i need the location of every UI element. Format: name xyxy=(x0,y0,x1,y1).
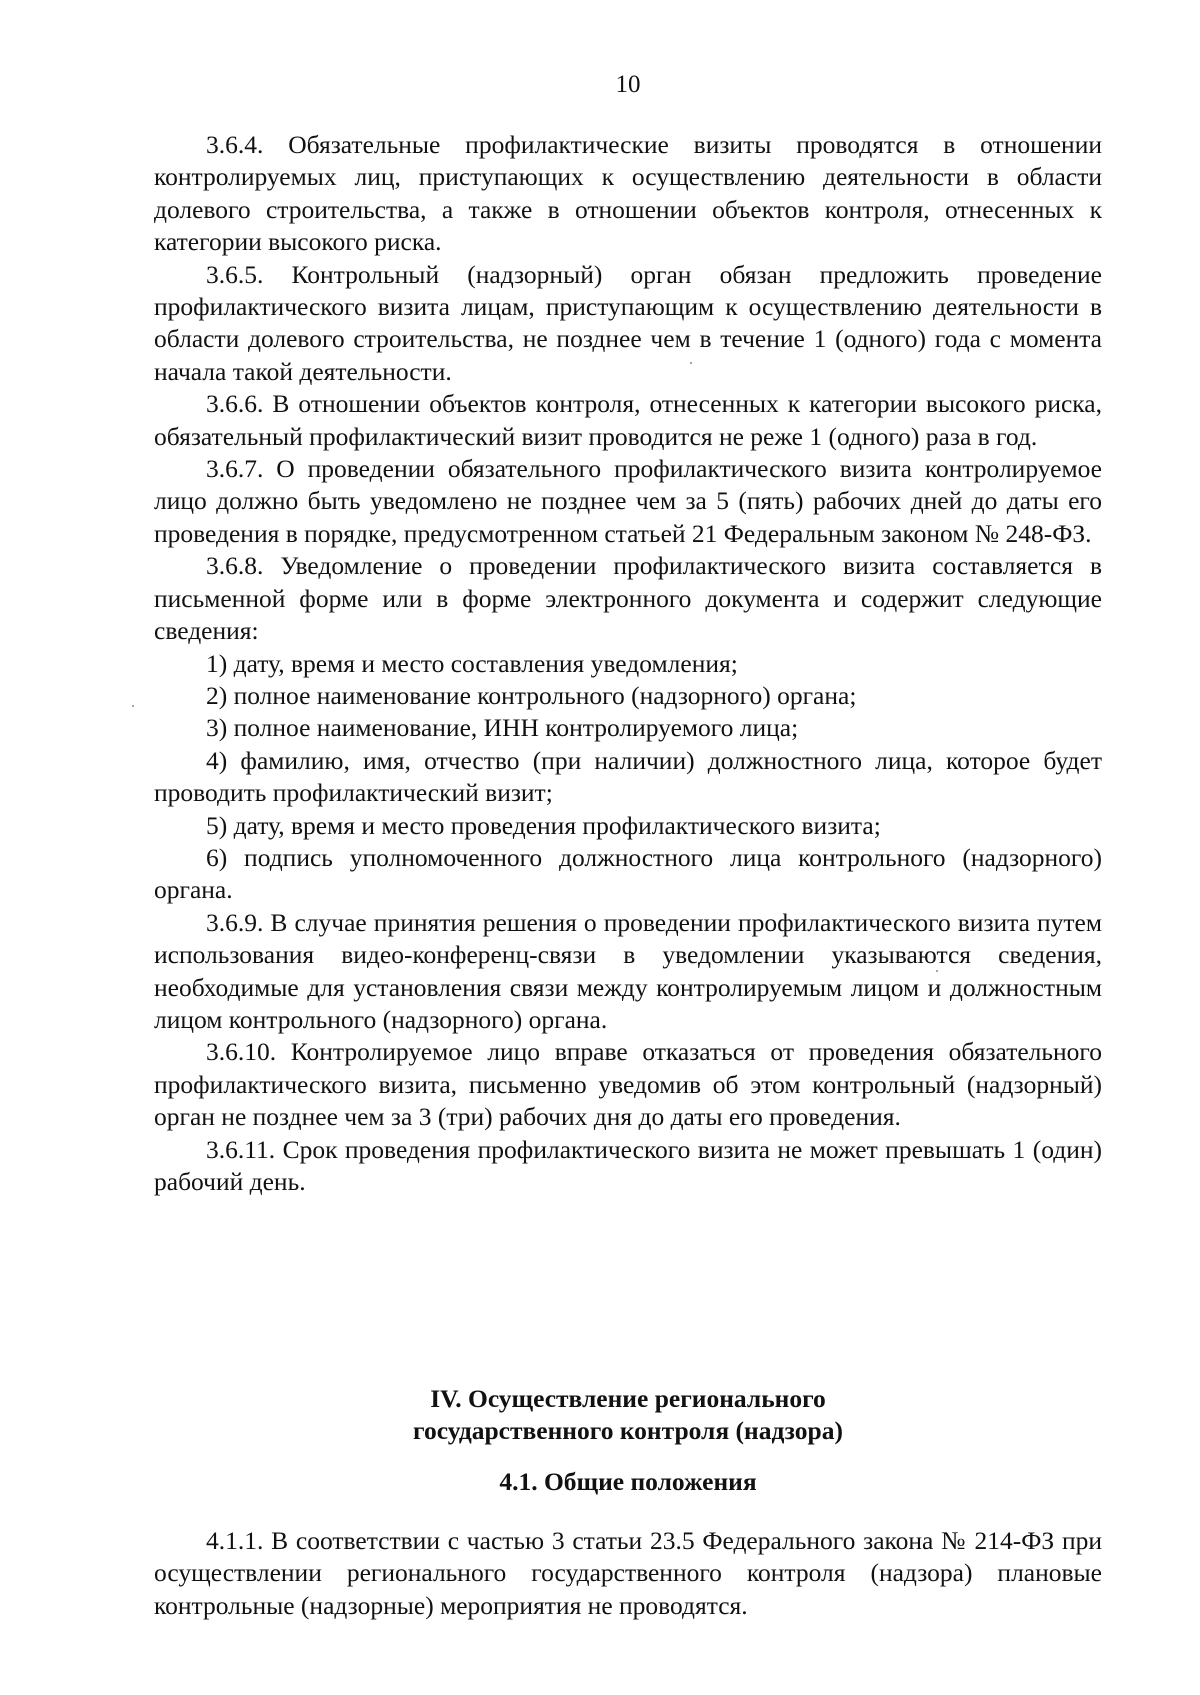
paragraph-3-6-11: 3.6.11. Срок проведения профилактического визита не может превышать 1 (один) рабочий день. xyxy=(154,1134,1102,1196)
scan-speck xyxy=(690,362,692,364)
section-heading-line-2: государственного контроля (надзора) xyxy=(413,1416,843,1446)
section-heading-line-1: IV. Осуществление регионального xyxy=(430,1384,826,1413)
section-4-text xyxy=(154,1525,1102,1622)
list-item-6: 6) подпись уполномоченного должностного лица контрольного (надзорного) органа. xyxy=(154,842,1102,905)
scan-speck xyxy=(936,970,938,972)
scan-speck xyxy=(132,705,134,707)
paragraph-4-1-1: 4.1.1. В соответствии с частью 3 статьи 23.5 Федерального закона № 214-ФЗ при осуществлении регионального государственного контроля (надзора) плановые контрольные (надзорные) мероприятия не проводятся. xyxy=(154,1526,1102,1620)
list-item-4: 4) фамилию, имя, отчество (при наличии) должностного лица, которое будет проводить профилактический визит; xyxy=(154,745,1102,808)
subsection-heading: 4.1. Общие положения xyxy=(499,1467,757,1496)
paragraph-3-6-9: 3.6.9. В случае принятия решения о проведении профилактического визита путем использования видео-конференц-связи в уведомлении указываются сведения, необходимые для установления связи между контролируемым лицом и должностным лицом контрольного (надзорного) органа. xyxy=(154,907,1102,1034)
paragraph-3-6-8: 3.6.8. Уведомление о проведении профилактического визита составляется в письменной форме или в форме электронного документа и содержит следующие сведения: xyxy=(154,551,1102,646)
page-number: 10 xyxy=(615,71,641,98)
paragraph-3-6-5: 3.6.5. Контрольный (надзорный) орган обязан предложить проведение профилактического визита лицам, приступающим к осуществлению деятельности в области долевого строительства, не позднее чем в течение 1 (одного) года с момента начала такой деятельности. xyxy=(154,259,1102,386)
paragraph-3-6-10: 3.6.10. Контролируемое лицо вправе отказаться от проведения обязательного профилактического визита, письменно уведомив об этом контрольный (надзорный) орган не позднее чем за 3 (три) рабочих дня до даты его проведения. xyxy=(154,1037,1102,1132)
list-item-1: 1) дату, время и место составления уведомления; xyxy=(206,648,738,678)
section-3-6-text xyxy=(154,129,1102,1198)
section-4-heading xyxy=(154,1383,1102,1448)
list-item-2: 2) полное наименование контрольного (надзорного) органа; xyxy=(206,680,857,710)
paragraph-3-6-4: 3.6.4. Обязательные профилактические визиты проводятся в отношении контролируемых лиц, приступающих к осуществлению деятельности в области долевого строительства, а также в отношении объектов контроля, отнесенных к категории высокого риска. xyxy=(154,130,1102,257)
subsection-heading-container xyxy=(154,1466,1102,1498)
paragraph-3-6-6: 3.6.6. В отношении объектов контроля, отнесенных к категории высокого риска, обязательный профилактический визит проводится не реже 1 (одного) раза в год. xyxy=(154,389,1102,451)
list-item-5: 5) дату, время и место проведения профилактического визита; xyxy=(206,810,881,840)
paragraph-3-6-7: 3.6.7. О проведении обязательного профилактического визита контролируемое лицо должно быть уведомлено не позднее чем за 5 (пять) рабочих дней до даты его проведения в порядке, предусмотренном статьей 21 Федеральным законом № 248-ФЗ. xyxy=(154,454,1102,548)
list-item-3: 3) полное наименование, ИНН контролируемого лица; xyxy=(206,713,799,743)
